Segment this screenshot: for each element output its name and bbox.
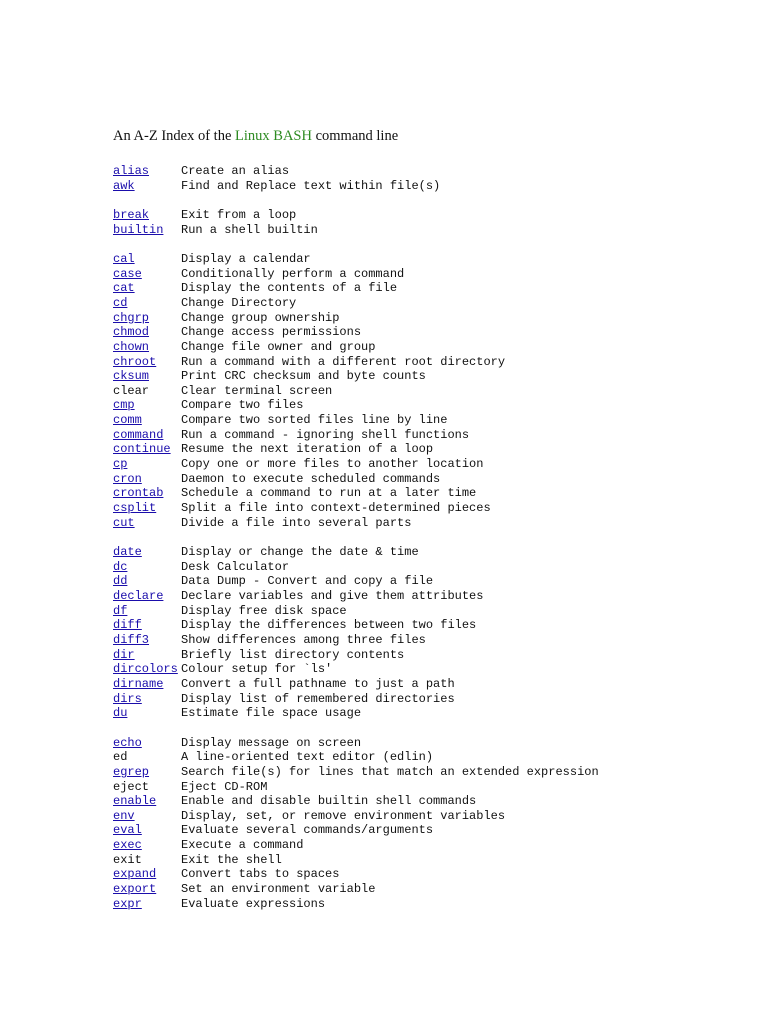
command-description: Eject CD-ROM [181, 779, 268, 794]
command-row [113, 809, 599, 824]
command-link[interactable]: cut [113, 515, 135, 530]
command-row [113, 574, 599, 589]
command-link[interactable]: break [113, 207, 150, 222]
command-row [113, 355, 599, 370]
command-description: Display list of remembered directories [181, 691, 455, 706]
command-link[interactable]: df [113, 603, 128, 618]
command-link[interactable]: chmod [113, 325, 150, 340]
command-row [113, 823, 599, 838]
command-description: A line-oriented text editor (edlin) [181, 750, 434, 765]
command-link[interactable]: egrep [113, 764, 150, 779]
command-row [113, 853, 599, 868]
command-index [113, 164, 599, 926]
command-link[interactable]: diff3 [113, 632, 150, 647]
command-link[interactable]: exec [113, 838, 142, 853]
page-title [113, 128, 398, 145]
command-description: Execute a command [181, 838, 304, 853]
command-link[interactable]: cmp [113, 398, 135, 413]
command-link[interactable]: case [113, 266, 142, 281]
command-description: Change access permissions [181, 325, 362, 340]
command-description: Schedule a command to run at a later time [181, 486, 477, 501]
command-group [113, 252, 599, 530]
command-row [113, 604, 599, 619]
command-description: Run a shell builtin [181, 222, 318, 237]
command-row [113, 545, 599, 560]
command-row [113, 780, 599, 795]
command-row [113, 369, 599, 384]
command-description: Display or change the date & time [181, 545, 419, 560]
command-link[interactable]: cksum [113, 369, 150, 384]
command-description: Search file(s) for lines that match an extended expression [181, 764, 599, 779]
command-link[interactable]: comm [113, 413, 142, 428]
command-link[interactable]: expand [113, 867, 157, 882]
command-description: Declare variables and give them attributes [181, 588, 484, 603]
command-row [113, 618, 599, 633]
command-row [113, 267, 599, 282]
command-link[interactable]: continue [113, 442, 171, 457]
command-description: Copy one or more files to another location [181, 457, 484, 472]
command-group [113, 208, 599, 237]
command-link[interactable]: alias [113, 164, 150, 178]
command-link[interactable]: chown [113, 339, 150, 354]
command-link[interactable]: enable [113, 794, 157, 809]
command-row [113, 501, 599, 516]
command-link[interactable]: builtin [113, 222, 164, 237]
command-row [113, 633, 599, 648]
command-description: Display the differences between two files [181, 618, 477, 633]
command-link[interactable]: env [113, 808, 135, 823]
command-description: Resume the next iteration of a loop [181, 442, 434, 457]
command-description: Split a file into context-determined pieces [181, 501, 491, 516]
command-link[interactable]: echo [113, 735, 142, 750]
command-link[interactable]: cron [113, 471, 142, 486]
command-row [113, 677, 599, 692]
command-link[interactable]: dd [113, 574, 128, 589]
command-description: Briefly list directory contents [181, 647, 405, 662]
command-row [113, 442, 599, 457]
command-row [113, 867, 599, 882]
command-description: Change file owner and group [181, 339, 376, 354]
command-description: Divide a file into several parts [181, 515, 412, 530]
title-accent: Linux BASH [235, 128, 312, 144]
command-description: Display the contents of a file [181, 281, 398, 296]
command-description: Desk Calculator [181, 559, 290, 574]
title-suffix: command line [311, 128, 399, 144]
command-name: eject [113, 779, 150, 794]
command-row [113, 882, 599, 897]
command-link[interactable]: date [113, 545, 142, 560]
command-link[interactable]: csplit [113, 501, 157, 516]
command-name: ed [113, 750, 128, 765]
command-link[interactable]: dirname [113, 676, 164, 691]
command-description: Create an alias [181, 164, 290, 178]
command-description: Evaluate several commands/arguments [181, 823, 434, 838]
command-description: Run a command with a different root directory [181, 354, 506, 369]
command-description: Change Directory [181, 295, 297, 310]
command-description: Estimate file space usage [181, 706, 362, 721]
command-row [113, 413, 599, 428]
command-link[interactable]: export [113, 882, 157, 897]
command-description: Exit the shell [181, 852, 282, 867]
command-row [113, 311, 599, 326]
command-description: Evaluate expressions [181, 896, 326, 911]
command-description: Enable and disable builtin shell commands [181, 794, 477, 809]
command-description: Convert a full pathname to just a path [181, 676, 455, 691]
command-group [113, 736, 599, 912]
command-link[interactable]: crontab [113, 486, 164, 501]
command-description: Convert tabs to spaces [181, 867, 340, 882]
command-description: Find and Replace text within file(s) [181, 178, 441, 193]
command-description: Display message on screen [181, 735, 362, 750]
command-group [113, 545, 599, 721]
command-row [113, 838, 599, 853]
command-row [113, 340, 599, 355]
command-row [113, 706, 599, 721]
command-row [113, 692, 599, 707]
command-description: Daemon to execute scheduled commands [181, 471, 441, 486]
command-row [113, 223, 599, 238]
command-link[interactable]: dircolors [113, 662, 178, 677]
command-description: Display a calendar [181, 251, 311, 266]
command-link[interactable]: chroot [113, 354, 157, 369]
command-description: Show differences among three files [181, 632, 426, 647]
command-name: clear [113, 383, 150, 398]
command-description: Colour setup for `ls' [181, 662, 333, 677]
command-row [113, 648, 599, 663]
command-link[interactable]: declare [113, 588, 164, 603]
command-link[interactable]: dir [113, 647, 135, 662]
command-row [113, 325, 599, 340]
command-description: Exit from a loop [181, 207, 297, 222]
command-description: Set an environment variable [181, 882, 376, 897]
command-link[interactable]: cal [113, 251, 135, 266]
command-link[interactable]: du [113, 706, 128, 721]
command-link[interactable]: cd [113, 295, 128, 310]
command-row [113, 897, 599, 912]
command-row [113, 589, 599, 604]
command-row [113, 296, 599, 311]
command-description: Data Dump - Convert and copy a file [181, 574, 434, 589]
command-row [113, 398, 599, 413]
command-link[interactable]: eval [113, 823, 142, 838]
command-row [113, 765, 599, 780]
command-description: Print CRC checksum and byte counts [181, 369, 426, 384]
command-row [113, 560, 599, 575]
command-row [113, 208, 599, 223]
command-row [113, 384, 599, 399]
command-row [113, 662, 599, 677]
command-description: Run a command - ignoring shell functions [181, 427, 470, 442]
command-row [113, 164, 599, 179]
command-row [113, 794, 599, 809]
command-description: Display free disk space [181, 603, 347, 618]
command-link[interactable]: expr [113, 896, 142, 911]
command-link[interactable]: chgrp [113, 310, 150, 325]
command-row [113, 486, 599, 501]
command-row [113, 736, 599, 751]
command-link[interactable]: cat [113, 281, 135, 296]
command-link[interactable]: cp [113, 457, 128, 472]
title-prefix: An A-Z Index of the [113, 128, 236, 144]
command-row [113, 516, 599, 531]
command-description: Display, set, or remove environment variables [181, 808, 506, 823]
command-row [113, 179, 599, 194]
command-description: Conditionally perform a command [181, 266, 405, 281]
command-description: Compare two sorted files line by line [181, 413, 448, 428]
command-description: Change group ownership [181, 310, 340, 325]
command-link[interactable]: diff [113, 618, 142, 633]
command-name: exit [113, 852, 142, 867]
command-row [113, 472, 599, 487]
command-link[interactable]: command [113, 427, 164, 442]
command-row [113, 457, 599, 472]
command-link[interactable]: dirs [113, 691, 142, 706]
command-row [113, 252, 599, 267]
command-description: Clear terminal screen [181, 383, 333, 398]
command-description: Compare two files [181, 398, 304, 413]
command-row [113, 428, 599, 443]
command-group [113, 164, 599, 193]
command-row [113, 281, 599, 296]
command-link[interactable]: dc [113, 559, 128, 574]
command-row [113, 750, 599, 765]
command-link[interactable]: awk [113, 178, 135, 193]
